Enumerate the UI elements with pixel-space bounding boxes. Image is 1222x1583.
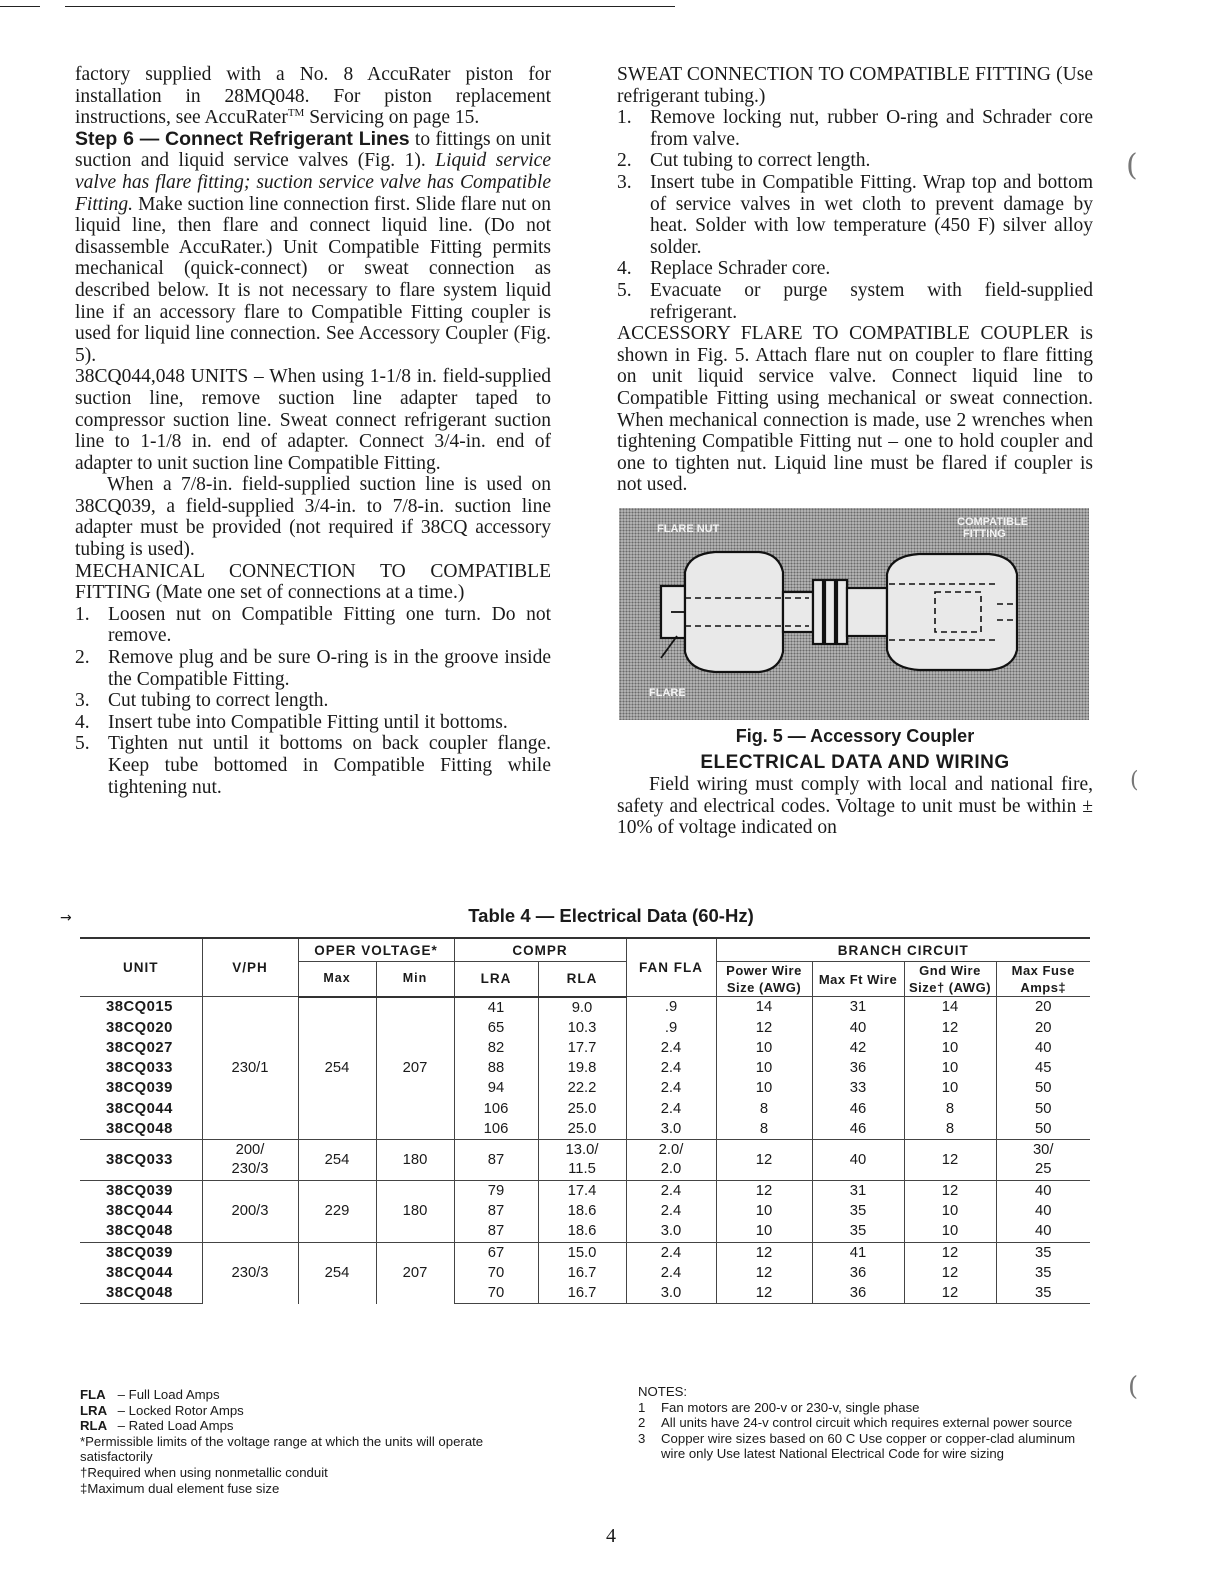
sweat-steps (617, 107, 1093, 323)
header-max-fuse: Max Fuse Amps‡ (996, 962, 1090, 997)
label-compatible: COMPATIBLE (957, 515, 1029, 528)
header-lra: LRA (454, 962, 538, 997)
accessory-paragraph: ACCESSORY FLARE TO COMPATIBLE COUPLER is shown in Fig. 5. Attach flare nut on coupler to flare fitting on unit liquid service valve. Connect liquid line to Compatible Fitting using mechanical or sweat connection. When mechanical connection is made, use 2 wrenches when tightening Compatible Fitting nut – one to hold coupler and one to tighten nut. Liquid line must be flared if coupler is not used. (617, 323, 1093, 496)
notes-heading: NOTES: (638, 1384, 688, 1399)
footnote-dagger: †Required when using nonmetallic conduit (80, 1464, 328, 1480)
table-row: 38CQ039 94 22.2 2.4 10 33 10 50 (80, 1078, 1090, 1098)
binder-mark: ( (1128, 1372, 1139, 1402)
table-row: 38CQ048 87 18.6 3.0 10 35 10 40 (80, 1221, 1090, 1242)
adapter-paragraph: When a 7/8-in. field-supplied suction line is used on 38CQ039, a field-supplied 3/4-in. to 7/8-in. suction line adapter must be provided (not required if 38CQ accessory tubing is used). (75, 474, 551, 561)
piston-paragraph: factory supplied with a No. 8 AccuRater piston for installation in 28MQ048. For piston replacement instructions, see AccuRater™ Servicing on page 15. (75, 64, 551, 129)
mechanical-steps (75, 604, 551, 798)
legend-item: LRA – Locked Rotor Amps (80, 1402, 244, 1418)
header-gnd-wire: Gnd Wire Size† (AWG) (904, 962, 996, 997)
header-rla: RLA (538, 962, 626, 997)
table-row: 38CQ044 106 25.0 2.4 8 46 8 50 (80, 1099, 1090, 1119)
label-fitting: FITTING (963, 527, 1006, 540)
footnote-star: *Permissible limits of the voltage range at which the units will operate satisfactorily (80, 1433, 484, 1465)
table-row: 38CQ039 200/3 229 180 79 17.4 2.4 12 31 12 40 (80, 1180, 1090, 1201)
figure-caption: Fig. 5 — Accessory Coupler (735, 725, 975, 746)
table-row: 38CQ044 87 18.6 2.4 10 35 10 40 (80, 1201, 1090, 1221)
header-fan-fla: FAN FLA (626, 938, 716, 997)
binder-mark: ( (1130, 768, 1139, 793)
units-paragraph: 38CQ044,048 UNITS – When using 1-1/8 in. field-supplied suction line, remove suction line adapter taped to compressor suction line. Sweat connect refrigerant suction line to 1-1/8 in. end of adapter. Connect 3/4-in. end of adapter to unit suction line Compatible Fitting. (75, 366, 551, 474)
table-notes (638, 1384, 1093, 1462)
header-min: Min (376, 962, 454, 997)
table-legend (80, 1387, 550, 1496)
list-item: 3. Insert tube in Compatible Fitting. Wrap top and bottom of service valves in wet cloth to prevent damage by heat. Solder with low temperature (450 F) silver alloy solder. (617, 171, 1093, 258)
label-flare: FLARE (649, 686, 686, 699)
right-column (617, 64, 1093, 839)
header-vph: V/PH (202, 938, 298, 997)
coupler-drawing (619, 508, 1089, 720)
list-item: 5. Evacuate or purge system with field-supplied refrigerant. (617, 279, 1093, 323)
header-max-ft-wire: Max Ft Wire (812, 962, 904, 997)
table-row: 38CQ048 106 25.0 3.0 8 46 8 50 (80, 1119, 1090, 1140)
header-oper-voltage: OPER VOLTAGE* (298, 938, 454, 962)
section-title: ELECTRICAL DATA AND WIRING (700, 752, 1010, 774)
accessory-coupler-figure (619, 508, 1089, 720)
footnote-double-dagger: ‡Maximum dual element fuse size (80, 1480, 280, 1496)
electrical-data-table (80, 937, 1090, 1304)
list-item: 5. Tighten nut until it bottoms on back coupler flange. Keep tube bottomed in Compatible Fitting while tightening nut. (75, 733, 551, 798)
list-item: 4. Replace Schrader core. (617, 258, 831, 280)
note-item: 3 Copper wire sizes based on 60 C Use copper or copper-clad aluminum wire only Use latest National Electrical Code for wire sizing (638, 1430, 1076, 1462)
wiring-paragraph: Field wiring must comply with local and national fire, safety and electrical codes. Voltage to unit must be within ± 10% of voltage indicated on (617, 774, 1093, 839)
list-item: 1. Remove locking nut, rubber O-ring and Schrader core from valve. (617, 107, 1093, 150)
table-row: 38CQ033 200/ 230/3 254 180 87 13.0/ 11.5 2.0/ 2.0 12 40 12 30/ 25 (80, 1139, 1090, 1180)
sweat-heading: SWEAT CONNECTION TO COMPATIBLE FITTING (Use refrigerant tubing.) (617, 64, 1093, 107)
table-row: 38CQ048 70 16.7 3.0 12 36 12 35 (80, 1283, 1090, 1304)
step6-paragraph: Step 6 — Connect Refrigerant Lines to fittings on unit suction and liquid service valves (Fig. 1). Liquid service valve has flare fitting; suction service valve has Compatible Fitting. Make suction line connection first. Slide flare nut on liquid line, then flare and connect liquid line. (Do not disassemble AccuRater.) Unit Compatible Fitting permits mechanical (quick-connect) or sweat connection as described below. It is not necessary to flare system liquid line if an accessory flare to Compatible Fitting coupler is used for liquid line connection. See Accessory Coupler (Fig. 5). (75, 127, 551, 366)
list-item: 4. Insert tube into Compatible Fitting until it bottoms. (75, 711, 508, 733)
top-rule (65, 6, 675, 7)
note-item: 2 All units have 24-v control circuit which requires external power source (638, 1415, 1073, 1431)
step6-heading: Step 6 — Connect Refrigerant Lines (75, 127, 410, 150)
table-row: 38CQ039 230/3 254 207 67 15.0 2.4 12 41 12 35 (80, 1242, 1090, 1263)
legend-item: FLA – Full Load Amps (80, 1387, 220, 1402)
header-unit: UNIT (80, 938, 202, 997)
left-column (75, 64, 551, 798)
note-item: 1 Fan motors are 200-v or 230-v, single phase (638, 1399, 920, 1415)
header-max: Max (298, 962, 376, 997)
table-title: Table 4 — Electrical Data (60-Hz) (468, 905, 754, 926)
label-flare-nut: FLARE NUT (657, 522, 720, 535)
list-item: 3. Cut tubing to correct length. (75, 690, 329, 712)
header-branch-circuit: BRANCH CIRCUIT (716, 938, 1090, 962)
page-number: 4 (606, 1525, 616, 1547)
header-compr: COMPR (454, 938, 626, 962)
list-item: 2. Cut tubing to correct length. (617, 150, 871, 172)
table-row: 38CQ044 70 16.7 2.4 12 36 12 35 (80, 1263, 1090, 1283)
mechanical-heading: MECHANICAL CONNECTION TO COMPATIBLE FITTING (Mate one set of connections at a time.) (75, 560, 551, 604)
change-arrow-icon: → (60, 910, 72, 926)
legend-item: RLA – Rated Load Amps (80, 1418, 234, 1434)
header-power-wire: Power Wire Size (AWG) (716, 962, 812, 997)
table-row: 38CQ033 88 19.8 2.4 10 36 10 45 (80, 1058, 1090, 1078)
binder-mark: ( (1126, 148, 1138, 183)
list-item: 1. Loosen nut on Compatible Fitting one turn. Do not remove. (75, 603, 551, 647)
list-item: 2. Remove plug and be sure O-ring is in the groove inside the Compatible Fitting. (75, 647, 551, 690)
top-rule-left (0, 6, 40, 7)
table-row: 38CQ020 65 10.3 .9 12 40 12 20 (80, 1018, 1090, 1038)
table-row: 38CQ015 230/1 254 207 41 9.0 .9 14 31 14 20 (80, 997, 1090, 1018)
table-row: 38CQ027 82 17.7 2.4 10 42 10 40 (80, 1038, 1090, 1058)
